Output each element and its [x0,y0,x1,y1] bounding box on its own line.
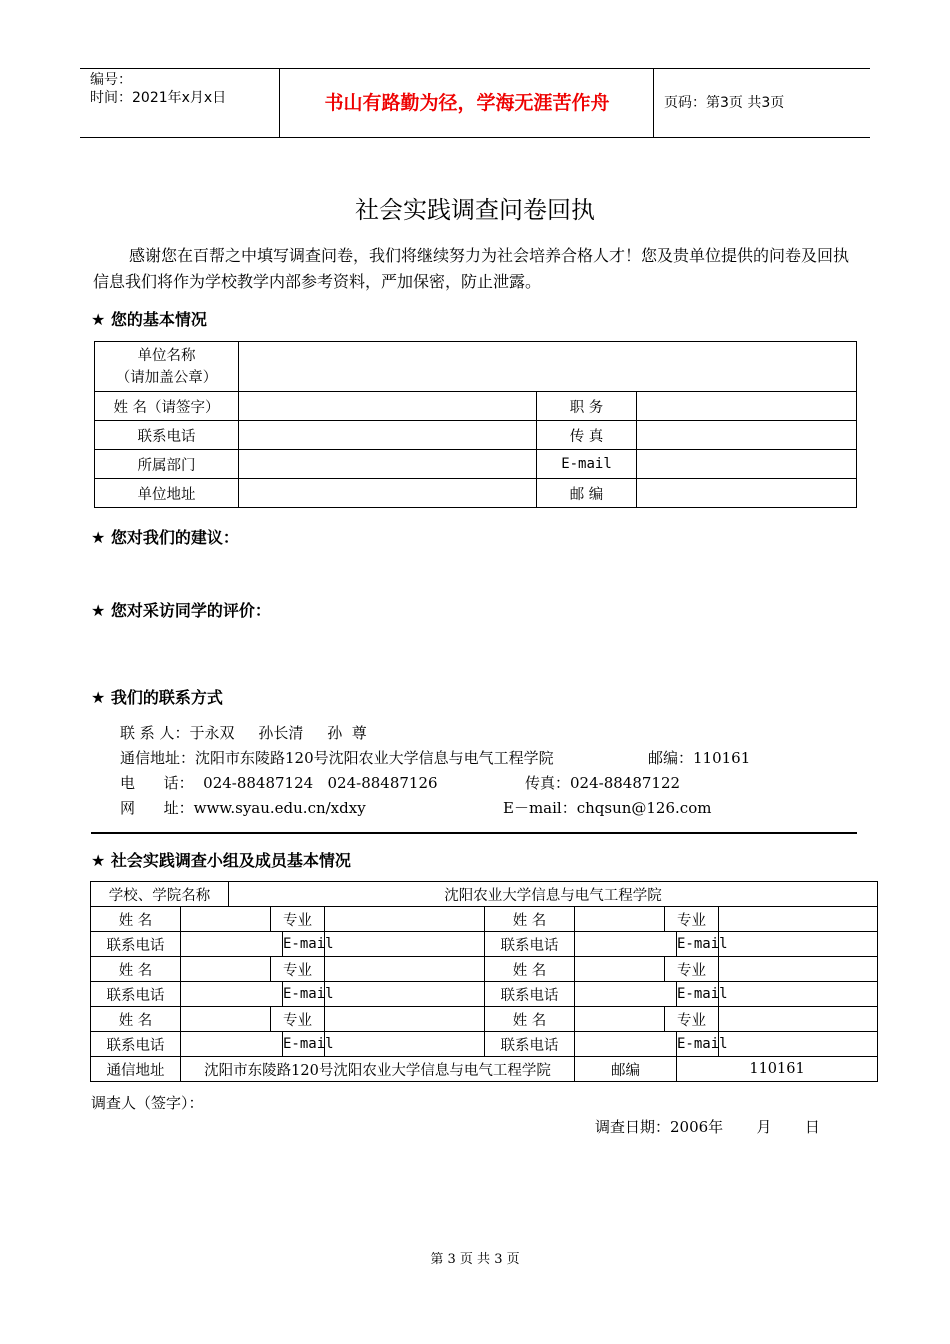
divider [91,832,857,834]
member-major-field[interactable] [325,907,485,932]
evaluation-heading: ★ 您对采访同学的评价： [91,601,271,620]
member-phone-label: 联系电话 [485,982,575,1007]
address-label: 单位地址 [95,479,239,508]
member-major-label: 专业 [271,1007,325,1032]
member-email-field[interactable] [719,932,878,957]
member-phone-label: 联系电话 [485,932,575,957]
member-major-label: 专业 [665,907,719,932]
member-major-field[interactable] [719,957,878,982]
unit-name-field[interactable] [239,342,857,392]
member-email-field[interactable] [325,982,485,1007]
time-label: 时间：2021年x月x日 [90,90,227,106]
member-name-field[interactable] [181,1007,271,1032]
member-phone-field[interactable] [181,1032,283,1057]
team-heading: ★ 社会实践调查小组及成员基本情况 [91,851,351,870]
member-row [91,1032,878,1057]
member-name-label: 姓 名 [91,957,181,982]
intro-paragraph: 感谢您在百帮之中填写调查问卷，我们将继续努力为社会培养合格人才！您及贵单位提供的问卷及回执信息我们将作为学校教学内部参考资料，严加保密，防止泄露。 [93,246,850,291]
member-name-field[interactable] [575,907,665,932]
surveyor-signature: 调查人（签字）： [91,1094,204,1112]
member-major-field[interactable] [719,907,878,932]
member-email-field[interactable] [719,982,878,1007]
member-major-label: 专业 [271,907,325,932]
unit-name-label: 单位名称 （请加盖公章） [95,342,239,392]
email-field[interactable] [637,450,857,479]
basic-info-heading: ★ 您的基本情况 [91,310,207,329]
contact-people: 联 系 人：于永双 孙长清 孙 尊 [120,724,367,742]
member-major-label: 专业 [665,1007,719,1032]
postcode-field[interactable] [637,479,857,508]
team-postcode-label: 邮编 [575,1057,677,1082]
member-email-label: E-mail [677,1032,719,1057]
page-number: 页码：第3页 共3页 [664,95,785,111]
member-email-field[interactable] [325,1032,485,1057]
member-name-field[interactable] [575,957,665,982]
member-name-field[interactable] [181,957,271,982]
contact-phone: 电 话： 024-88487124 024-88487126 [120,774,438,792]
contact-email[interactable]: E－mail：chqsun@126.com [503,799,712,817]
suggestion-heading: ★ 您对我们的建议： [91,528,239,547]
member-phone-field[interactable] [575,982,677,1007]
team-table [90,881,878,1082]
member-email-label: E-mail [283,932,325,957]
member-row [91,907,878,932]
position-field[interactable] [637,392,857,421]
team-postcode-value: 110161 [677,1057,878,1082]
member-name-label: 姓 名 [91,1007,181,1032]
member-phone-field[interactable] [181,982,283,1007]
page-footer: 第 3 页 共 3 页 [430,1252,520,1267]
contact-postcode: 邮编：110161 [648,749,751,767]
member-phone-label: 联系电话 [91,982,181,1007]
school-value: 沈阳农业大学信息与电气工程学院 [229,882,878,907]
member-email-field[interactable] [325,932,485,957]
member-major-field[interactable] [325,1007,485,1032]
contact-heading: ★ 我们的联系方式 [91,688,223,707]
member-name-label: 姓 名 [485,957,575,982]
fax-field[interactable] [637,421,857,450]
contact-address: 通信地址：沈阳市东陵路120号沈阳农业大学信息与电气工程学院 [120,749,554,767]
position-label: 职 务 [537,392,637,421]
postcode-label: 邮 编 [537,479,637,508]
page-header [80,68,870,138]
school-label: 学校、学院名称 [91,882,229,907]
page-title: 社会实践调查问卷回执 [355,196,595,224]
dept-label: 所属部门 [95,450,239,479]
member-email-label: E-mail [283,1032,325,1057]
member-phone-field[interactable] [181,932,283,957]
member-email-field[interactable] [719,1032,878,1057]
basic-info-table [94,341,857,508]
member-phone-label: 联系电话 [91,1032,181,1057]
address-field[interactable] [239,479,537,508]
member-email-label: E-mail [283,982,325,1007]
member-email-label: E-mail [677,982,719,1007]
header-motto: 书山有路勤为径，学海无涯苦作舟 [281,69,654,137]
member-phone-label: 联系电话 [485,1032,575,1057]
member-name-field[interactable] [575,1007,665,1032]
member-name-field[interactable] [181,907,271,932]
survey-date: 调查日期：2006年 月 日 [595,1118,820,1136]
member-row [91,932,878,957]
email-label: E-mail [537,450,637,479]
contact-fax: 传真：024-88487122 [525,774,681,792]
phone-field[interactable] [239,421,537,450]
header-meta [80,69,280,137]
fax-label: 传 真 [537,421,637,450]
member-major-label: 专业 [665,957,719,982]
member-phone-label: 联系电话 [91,932,181,957]
member-name-label: 姓 名 [485,1007,575,1032]
serial-label: 编号： [90,72,132,88]
member-name-label: 姓 名 [485,907,575,932]
member-row [91,1007,878,1032]
name-field[interactable] [239,392,537,421]
member-phone-field[interactable] [575,932,677,957]
member-major-field[interactable] [719,1007,878,1032]
member-row [91,957,878,982]
dept-field[interactable] [239,450,537,479]
member-row [91,982,878,1007]
name-label: 姓 名（请签字） [95,392,239,421]
member-phone-field[interactable] [575,1032,677,1057]
member-email-label: E-mail [677,932,719,957]
contact-web[interactable]: 网 址：www.syau.edu.cn/xdxy [120,799,366,817]
team-address-label: 通信地址 [91,1057,181,1082]
member-major-field[interactable] [325,957,485,982]
phone-label: 联系电话 [95,421,239,450]
member-major-label: 专业 [271,957,325,982]
team-address-value: 沈阳市东陵路120号沈阳农业大学信息与电气工程学院 [181,1057,575,1082]
member-name-label: 姓 名 [91,907,181,932]
